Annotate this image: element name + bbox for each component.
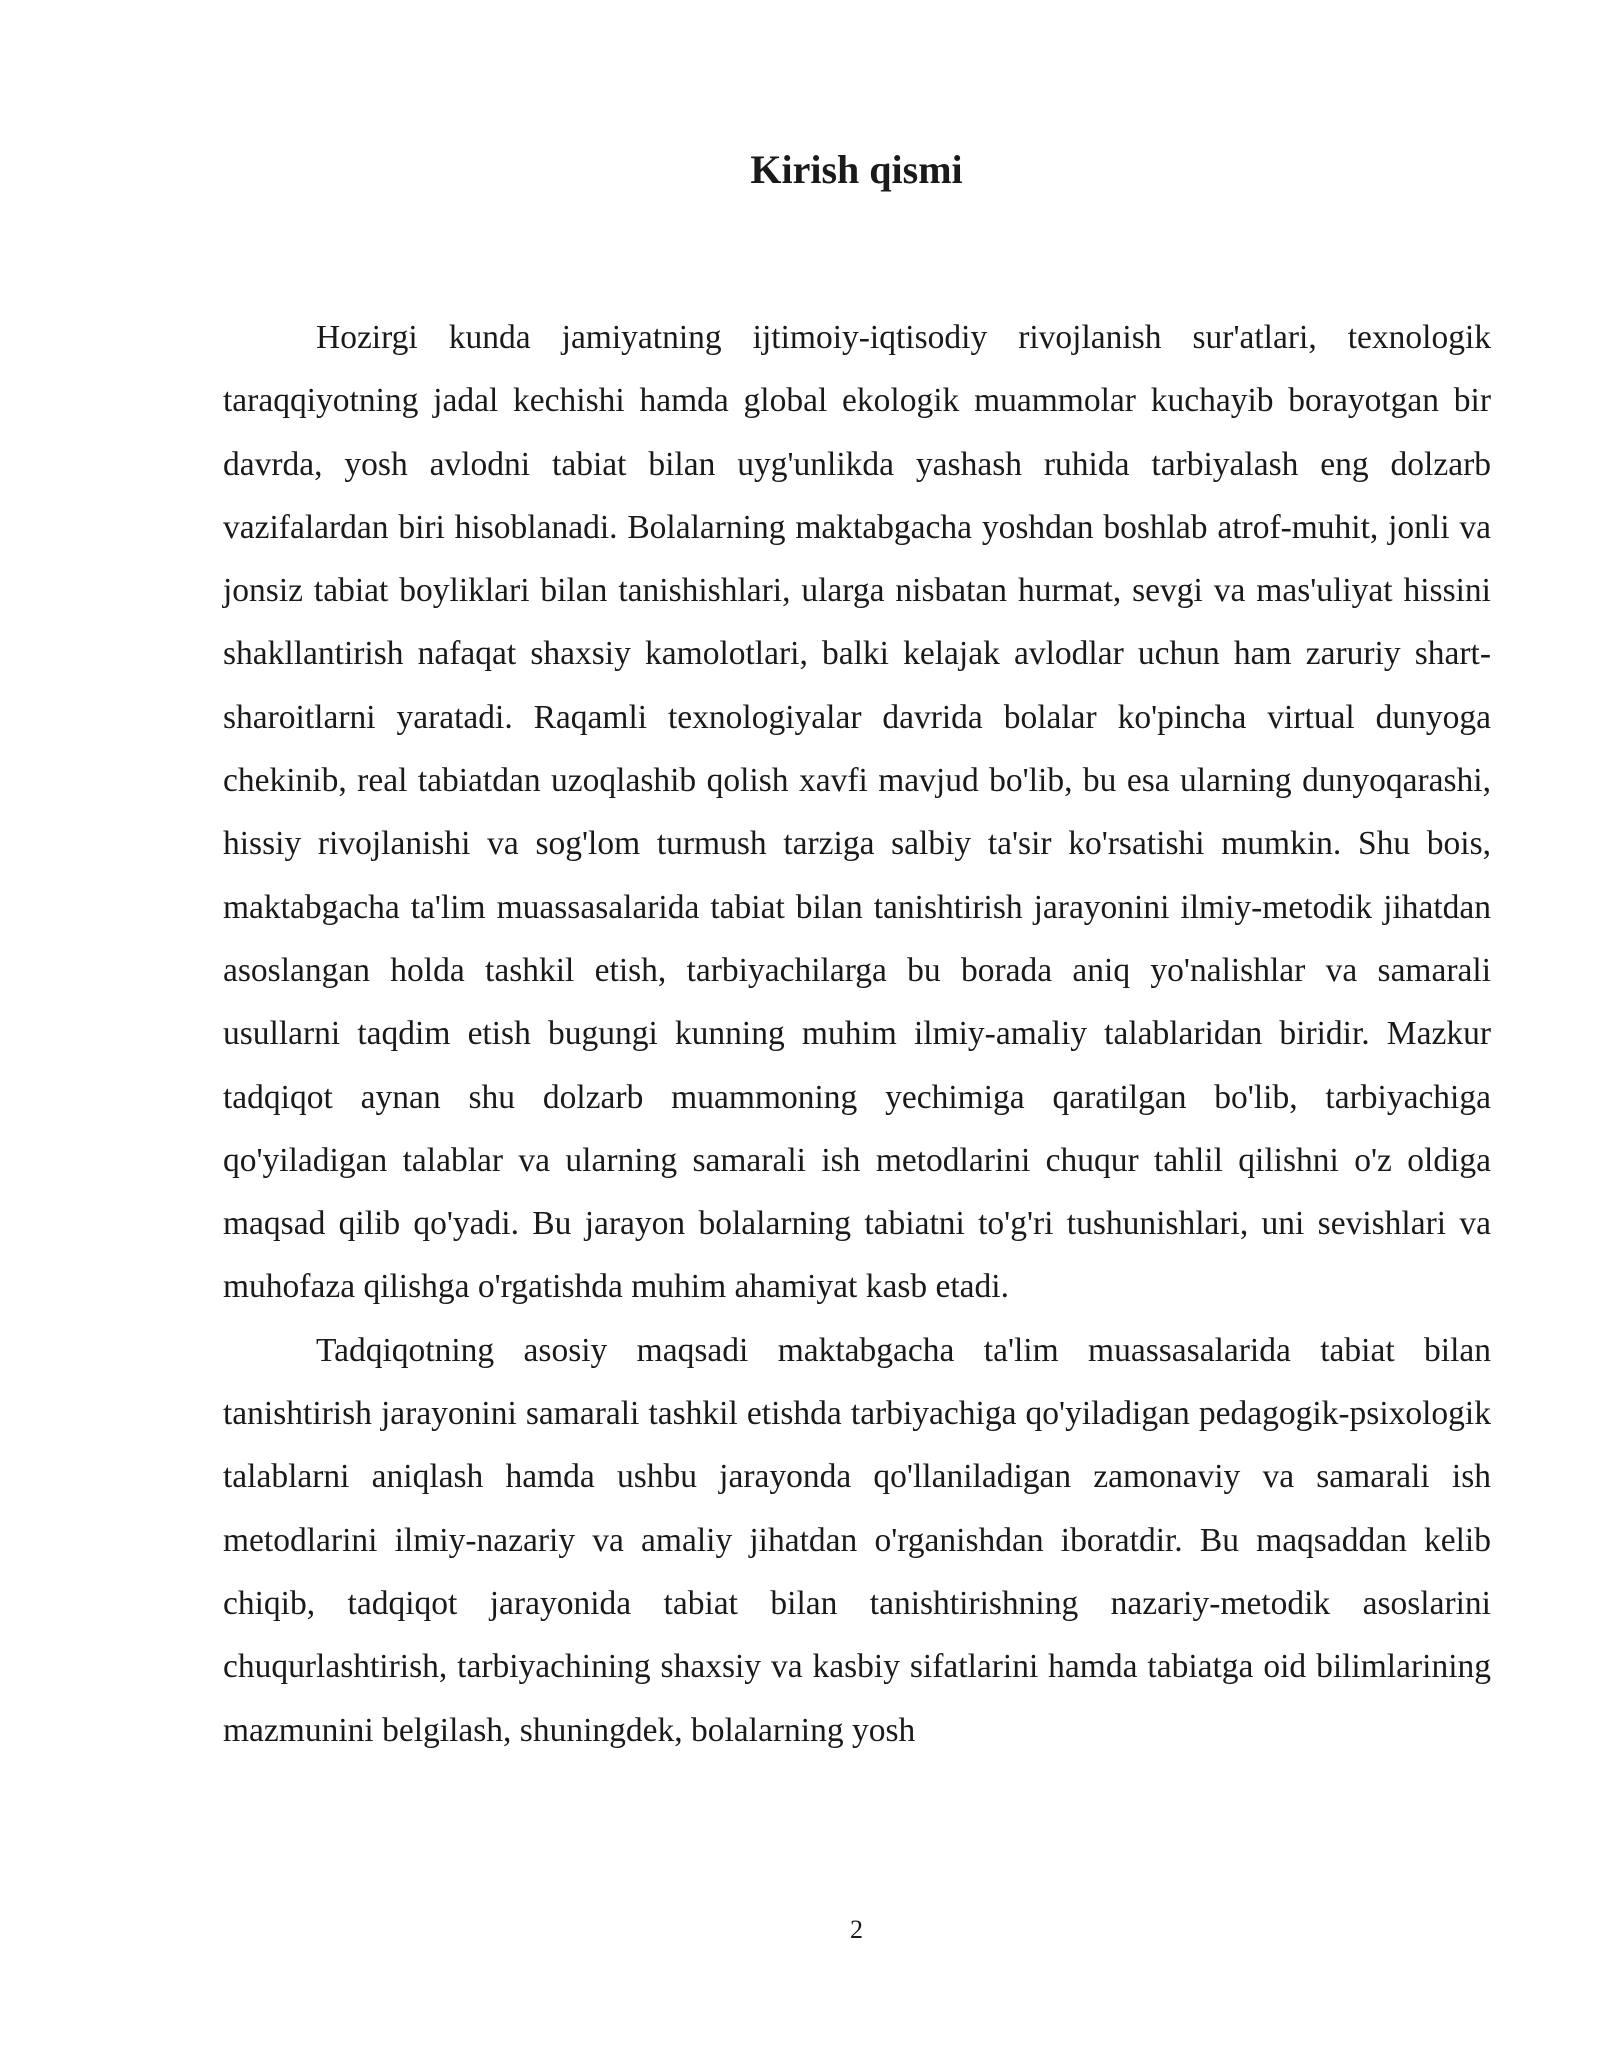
paragraph-2: Tadqiqotning asosiy maqsadi maktabgacha ta'lim muassasalarida tabiat bilan tanishtirish jarayonini samarali tashkil etishda tarbiyachiga qo'yiladigan pedagogik-psixologik talablarni aniqlash hamda ushbu jarayonda qo'llaniladigan zamonaviy va samarali ish metodlarini ilmiy-nazariy va amaliy jihatdan o'rganishdan iboratdir. Bu maqsaddan kelib chiqib, tadqiqot jarayonida tabiat bilan tanishtirishning nazariy-metodik asoslarini chuqurlashtirish, tarbiyachining shaxsiy va kasbiy sifatlarini hamda tabiatga oid bilimlarining mazmunini belgilash, shuningdek, bolalarning yosh bbox=[223, 1331, 1491, 1749]
page-title: Kirish qismi bbox=[750, 147, 963, 192]
body-text bbox=[223, 306, 1491, 1762]
page-number: 2 bbox=[850, 1915, 863, 1944]
paragraph-1: Hozirgi kunda jamiyatning ijtimoiy-iqtisodiy rivojlanish sur'atlari, texnologik taraqqiyotning jadal kechishi hamda global ekologik muammolar kuchayib borayotgan bir davrda, yosh avlodni tabiat bilan uyg'unlikda yashash ruhida tarbiyalash eng dolzarb vazifalardan biri hisoblanadi. Bolalarning maktabgacha yoshdan boshlab atrof-muhit, jonli va jonsiz tabiat boyliklari bilan tanishishlari, ularga nisbatan hurmat, sevgi va mas'uliyat hissini shakllantirish nafaqat shaxsiy kamolotlari, balki kelajak avlodlar uchun ham zaruriy shart-sharoitlarni yaratadi. Raqamli texnologiyalar davrida bolalar ko'pincha virtual dunyoga chekinib, real tabiatdan uzoqlashib qolish xavfi mavjud bo'lib, bu esa ularning dunyoqarashi, hissiy rivojlanishi va sog'lom turmush tarziga salbiy ta'sir ko'rsatishi mumkin. Shu bois, maktabgacha ta'lim muassasalarida tabiat bilan tanishtirish jarayonini ilmiy-metodik jihatdan asoslangan holda tashkil etish, tarbiyachilarga bu borada aniq yo'nalishlar va samarali usullarni taqdim etish bugungi kunning muhim ilmiy-amaliy talablaridan biridir. Mazkur tadqiqot aynan shu dolzarb muammoning yechimiga qaratilgan bo'lib, tarbiyachiga qo'yiladigan talablar va ularning samarali ish metodlarini chuqur tahlil qilishni o'z oldiga maqsad qilib qo'yadi. Bu jarayon bolalarning tabiatni to'g'ri tushunishlari, uni sevishlari va muhofaza qilishga o'rgatishda muhim ahamiyat kasb etadi. bbox=[223, 319, 1491, 1306]
